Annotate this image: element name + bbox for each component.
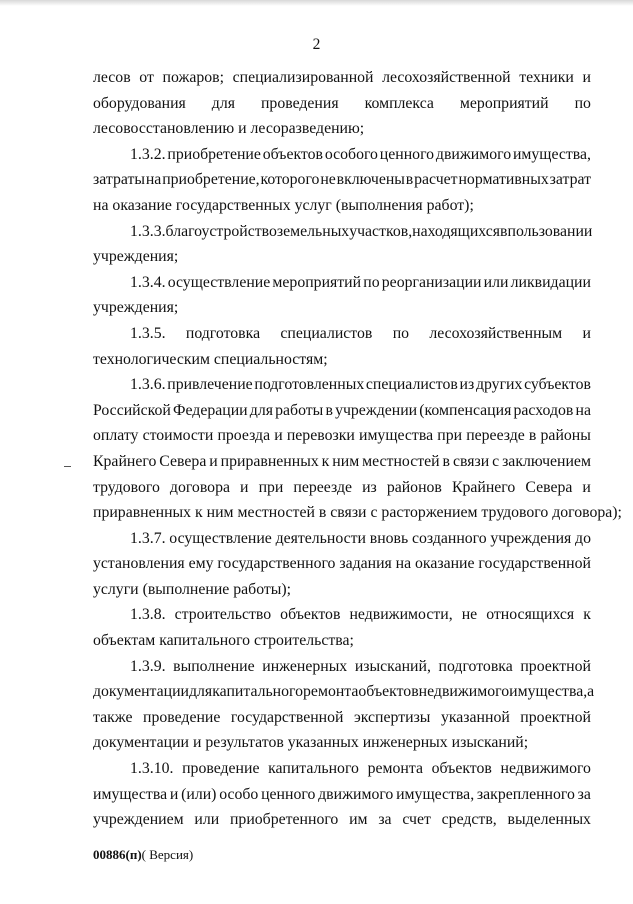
word: нормативных — [458, 171, 549, 189]
word: проектной — [520, 657, 591, 675]
word: затраты — [93, 171, 145, 189]
word: 1.3.3. — [130, 222, 166, 240]
word: оборудования — [93, 94, 186, 112]
word: заключением — [502, 452, 591, 470]
word: 1.3.8. — [130, 606, 166, 624]
word: техники — [519, 69, 574, 86]
word: из — [362, 478, 377, 496]
word: и — [582, 324, 591, 342]
text-line — [93, 142, 591, 168]
word: при — [258, 478, 284, 496]
word: средств, — [441, 811, 497, 829]
word: для — [249, 401, 273, 419]
word: и — [169, 785, 179, 803]
word: специалистов — [365, 376, 458, 394]
word: имущества, — [396, 785, 475, 803]
word: трудового — [93, 478, 160, 496]
document-code: 00886(п) — [93, 847, 142, 862]
word: и — [274, 427, 283, 445]
word: ремонта — [303, 683, 359, 701]
word: которого — [260, 171, 320, 189]
word: для — [211, 94, 235, 112]
word: на — [395, 555, 412, 573]
word: с — [492, 452, 500, 470]
word: на — [575, 401, 591, 419]
word: стоимости — [142, 427, 214, 445]
word: расчет — [414, 171, 458, 189]
word: комплекса — [364, 94, 434, 112]
word: объектов — [280, 606, 341, 624]
line-text: объектам капитального строительства; — [93, 632, 354, 650]
word: 1.3.5. — [130, 324, 166, 342]
word: перевозки — [286, 427, 355, 445]
word: переезде — [293, 478, 353, 496]
word: и — [209, 452, 218, 470]
word: особо — [219, 785, 259, 803]
text-line — [93, 347, 591, 373]
word: указанной — [440, 708, 510, 726]
word: выделенных — [507, 811, 591, 829]
text-line — [93, 679, 595, 705]
word: местностей — [362, 452, 440, 470]
word: экспертизы — [353, 708, 431, 726]
word: 1.3.10. — [130, 760, 174, 778]
word: вновь — [369, 529, 409, 547]
word: приобретенного — [229, 811, 339, 829]
word: реорганизации — [381, 273, 482, 291]
word: подготовленных — [254, 376, 365, 394]
word: приравненных — [220, 452, 319, 470]
text-line — [93, 449, 591, 475]
text-line — [93, 372, 591, 398]
word: районы — [540, 427, 591, 445]
word: ремонта — [367, 760, 423, 778]
word: субъектов — [524, 376, 591, 394]
word: подготовка — [185, 324, 261, 342]
word: находящихся — [412, 222, 501, 240]
text-line — [93, 782, 591, 808]
word: затрат — [549, 171, 591, 189]
document-body — [93, 65, 622, 833]
text-line — [93, 295, 591, 321]
word: учреждением — [93, 811, 184, 829]
word: мероприятий — [459, 94, 549, 112]
word: 1.3.2. — [130, 145, 166, 163]
document-version: ( Версия) — [141, 847, 194, 862]
line-text: на оказание государственных услуг (выполнения работ); — [93, 196, 474, 214]
word: Крайнего — [451, 478, 516, 496]
text-line — [93, 577, 591, 603]
text-line — [93, 807, 591, 833]
word: также — [93, 708, 133, 726]
word: расходов — [513, 401, 574, 419]
line-text: учреждения; — [93, 299, 179, 317]
word: Федерации — [173, 401, 248, 419]
text-line — [93, 526, 591, 552]
word: приобретение, — [162, 171, 260, 189]
text-line — [93, 500, 622, 526]
text-line — [93, 423, 591, 449]
text-line — [93, 756, 591, 782]
word: государственной — [478, 555, 591, 573]
word: переезде — [466, 427, 525, 445]
word: проведения — [260, 94, 339, 112]
word: Севера — [525, 478, 573, 496]
word: связи — [452, 452, 490, 470]
word: других — [475, 376, 523, 394]
word: районов — [386, 478, 442, 496]
word: учреждении — [335, 401, 418, 419]
text-line — [93, 116, 591, 142]
word: к — [583, 606, 591, 624]
word: осуществление — [167, 273, 271, 291]
word: капитального — [212, 683, 304, 701]
word: к — [321, 452, 330, 470]
word: лесохозяйственной — [382, 69, 511, 86]
word: инженерных — [262, 657, 348, 675]
word: подготовка — [438, 657, 513, 675]
text-line — [93, 219, 591, 245]
text-line — [93, 244, 591, 270]
word: выполнение — [173, 657, 255, 675]
text-line — [93, 705, 591, 731]
word: счет — [402, 811, 431, 829]
word: в — [405, 171, 414, 189]
word: деятельности — [275, 529, 366, 547]
word: привлечение — [167, 376, 253, 394]
word: изысканий, — [354, 657, 431, 675]
word: проезда — [217, 427, 271, 445]
text-line — [93, 730, 591, 756]
word: недвижимого — [418, 683, 510, 701]
word: ликвидации — [510, 273, 591, 291]
word: не — [320, 171, 336, 189]
word: проведение — [182, 760, 260, 778]
text-line — [93, 65, 591, 91]
word: специализированной — [232, 69, 374, 86]
word: за — [577, 785, 591, 803]
word: и — [582, 69, 591, 86]
word: или — [483, 273, 509, 291]
word: относящихся — [486, 606, 575, 624]
word: по — [392, 324, 410, 342]
word: Крайнего — [93, 452, 157, 470]
word: недвижимости, — [349, 606, 453, 624]
word: 1.3.6. — [130, 376, 166, 394]
word: проектной — [520, 708, 591, 726]
word: в — [500, 222, 508, 240]
word: имущества, — [509, 683, 588, 701]
word: 1.3.4. — [130, 273, 166, 291]
word: и — [582, 478, 591, 496]
word: благоустройство — [165, 222, 277, 240]
word: особого — [324, 145, 378, 163]
word: ценного — [379, 145, 435, 163]
text-line — [93, 654, 591, 680]
word: по — [363, 273, 380, 291]
word: имущества — [358, 427, 434, 445]
word: 1.3.9. — [130, 657, 166, 675]
word: от — [139, 69, 154, 86]
word: объектов — [358, 683, 419, 701]
text-line — [93, 551, 591, 577]
word: до — [575, 529, 591, 547]
word: пожаров; — [162, 69, 225, 86]
word: документации — [93, 683, 190, 701]
margin-mark — [64, 466, 71, 467]
word: в — [325, 401, 333, 419]
word: созданного — [411, 529, 487, 547]
word: не — [461, 606, 478, 624]
word: ним — [332, 452, 360, 470]
text-line — [93, 602, 591, 628]
word: задания — [339, 555, 392, 573]
word: ценного — [261, 785, 316, 803]
text-line — [93, 91, 591, 117]
word: закрепленного — [476, 785, 575, 803]
word: в — [528, 427, 537, 445]
word: и — [240, 478, 249, 496]
scan-edge-shadow — [0, 0, 633, 6]
word: им — [349, 811, 368, 829]
word: Севера — [159, 452, 207, 470]
word: движимого — [435, 145, 512, 163]
text-line — [93, 270, 591, 296]
word: государственного — [217, 555, 336, 573]
word: оплату — [93, 427, 139, 445]
text-line — [93, 321, 591, 347]
word: пользовании — [507, 222, 593, 240]
line-text: услуги (выполнение работы); — [93, 580, 292, 598]
word: (или) — [181, 785, 217, 803]
word: лесов — [93, 69, 131, 86]
word: лесохозяйственным — [429, 324, 563, 342]
text-line — [93, 398, 591, 424]
word: за — [378, 811, 392, 829]
word: приобретение — [167, 145, 261, 163]
line-text: документации и результатов указанных инженерных изысканий; — [93, 734, 529, 752]
document-footer — [93, 847, 193, 863]
word: включены — [336, 171, 405, 189]
line-text: лесовосстановлению и лесоразведению; — [93, 120, 365, 138]
word: для — [189, 683, 213, 701]
word: участков, — [349, 222, 413, 240]
word: осуществление — [169, 529, 272, 547]
word: договора — [169, 478, 230, 496]
word: недвижимого — [500, 760, 591, 778]
word: земельных — [276, 222, 350, 240]
word: ему — [188, 555, 214, 573]
word: Российской — [93, 401, 171, 419]
word: или — [194, 811, 220, 829]
word: 1.3.7. — [130, 529, 166, 547]
word: объектов — [262, 145, 323, 163]
word: имущества, — [512, 145, 591, 163]
word: на — [145, 171, 162, 189]
word: работы — [275, 401, 324, 419]
text-line — [93, 193, 591, 219]
word: государственной — [230, 708, 344, 726]
line-text: технологическим специальностям; — [93, 350, 328, 368]
word: установления — [93, 555, 185, 573]
word: а — [587, 683, 595, 701]
text-line — [93, 475, 591, 501]
word: мероприятий — [272, 273, 362, 291]
word: строительство — [174, 606, 272, 624]
word: из — [459, 376, 475, 394]
word: по — [574, 94, 591, 112]
text-line — [93, 628, 591, 654]
page-number: 2 — [312, 36, 321, 53]
word: учреждения — [490, 529, 572, 547]
word: движимого — [318, 785, 394, 803]
word: имущества — [93, 785, 168, 803]
word: в — [442, 452, 450, 470]
line-text: приравненных к ним местностей в связи с расторжением трудового договора); — [93, 504, 622, 522]
word: оказание — [415, 555, 475, 573]
word: капитального — [268, 760, 359, 778]
line-text: учреждения; — [93, 248, 179, 266]
word: специалистов — [280, 324, 373, 342]
word: при — [437, 427, 463, 445]
word: проведение — [143, 708, 221, 726]
text-line — [93, 167, 591, 193]
word: (компенсация — [419, 401, 512, 419]
word: объектов — [431, 760, 492, 778]
